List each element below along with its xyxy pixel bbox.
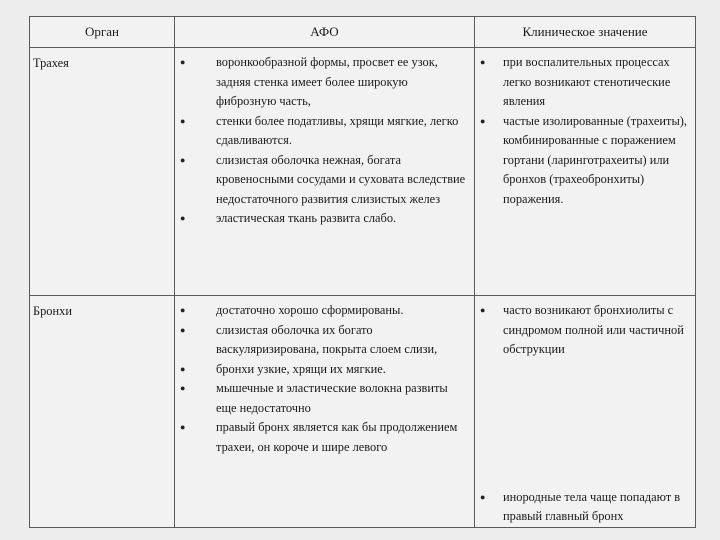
organ-cell: Трахея — [30, 48, 175, 296]
row-bronchi — [30, 296, 696, 528]
afo-table — [29, 16, 696, 528]
organ-cell: Бронхи — [30, 296, 175, 528]
header-row — [30, 17, 696, 48]
afo-item: ● воронкообразной формы, просвет ее узок, задняя стенка имеет более широкую фиброзную часть, — [175, 53, 474, 112]
afo-item: ● стенки более податливы, хрящи мягкие, легко сдавливаются. — [175, 112, 474, 151]
clinical-item: ● частые изолированные (трахеиты), комбинированные с поражением гортани (ларинготрахеиты) или бронхов (трахеобронхиты) поражения. — [475, 112, 691, 210]
afo-cell — [175, 296, 475, 528]
afo-item: ● слизистая оболочка их богато васкуляризирована, покрыта слоем слизи, — [175, 321, 474, 360]
header-afo: АФО — [175, 17, 475, 48]
afo-item: ● слизистая оболочка нежная, богата кровеносными сосудами и суховата вследствие недостаточного развития слизистых желез — [175, 151, 474, 210]
header-organ: Орган — [30, 17, 175, 48]
afo-item: ● бронхи узкие, хрящи их мягкие. — [175, 360, 474, 380]
afo-item: ● достаточно хорошо сформированы. — [175, 301, 474, 321]
clinical-item: ● часто возникают бронхиолиты с синдромом полной или частичной обструкции — [475, 301, 691, 360]
afo-item: ● мышечные и эластические волокна развиты еще недостаточно — [175, 379, 474, 418]
clinical-cell — [475, 296, 696, 528]
clinical-cell — [475, 48, 696, 296]
clinical-item: ● при воспалительных процессах легко возникают стенотические явления — [475, 53, 691, 112]
row-trachea — [30, 48, 696, 296]
header-clinical: Клиническое значение — [475, 17, 696, 48]
afo-cell — [175, 48, 475, 296]
clinical-item: ● инородные тела чаще попадают в правый главный бронх — [475, 488, 691, 527]
afo-item: ● правый бронх является как бы продолжением трахеи, он короче и шире левого — [175, 418, 474, 457]
afo-item: ● эластическая ткань развита слабо. — [175, 209, 474, 229]
